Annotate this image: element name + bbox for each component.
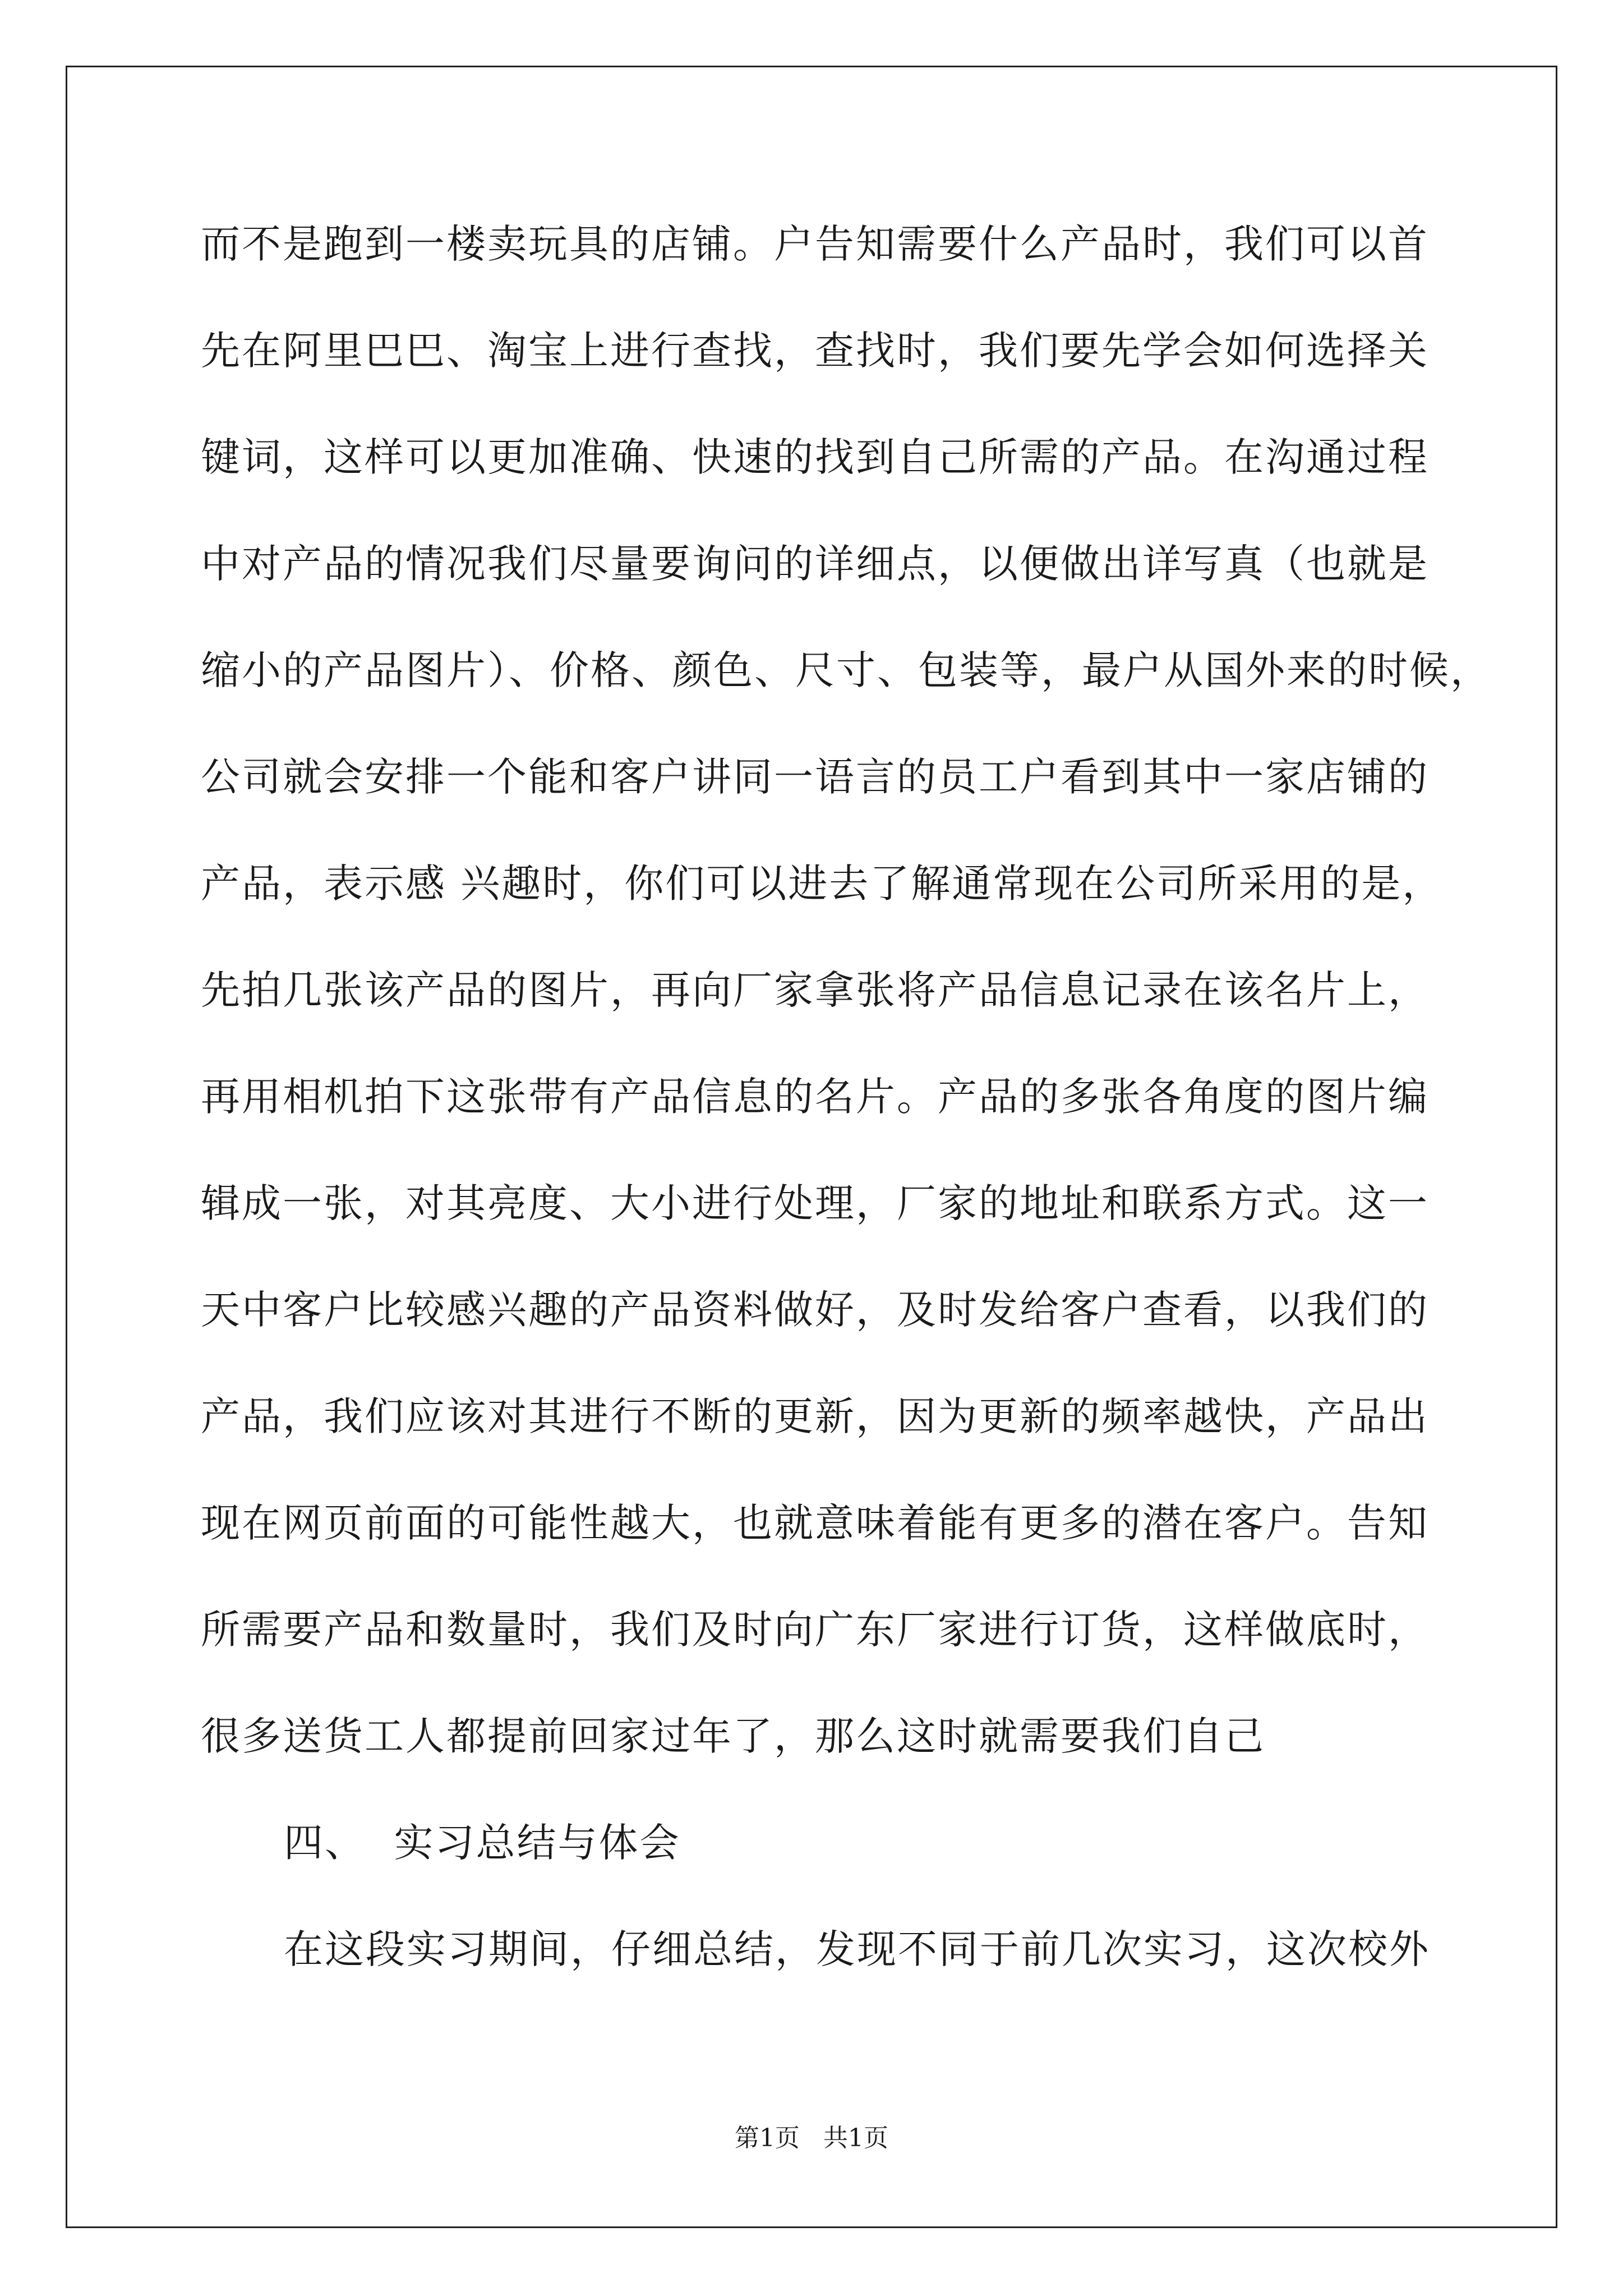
text-line: 先在阿里巴巴、淘宝上进行查找，查找时，我们要先学会如何选择关 bbox=[201, 328, 1429, 374]
text-line: 所需要产品和数量时，我们及时向广东厂家进行订货，这样做底时， bbox=[201, 1607, 1429, 1653]
text-line: 中对产品的情况我们尽量要询问的详细点，以便做出详写真（也就是 bbox=[201, 541, 1429, 587]
page-footer: 第1页 共1页 bbox=[735, 2124, 888, 2152]
text-line: 产品，表示感 兴趣时，你们可以进去了解通常现在公司所采用的是， bbox=[201, 861, 1444, 907]
text-line: 现在网页前面的可能性越大，也就意味着能有更多的潜在客户。告知 bbox=[201, 1500, 1429, 1546]
text-line: 产品，我们应该对其进行不断的更新，因为更新的频率越快，产品出 bbox=[201, 1393, 1429, 1439]
section-heading: 四、 实习总结与体会 bbox=[284, 1820, 681, 1866]
text-line: 公司就会安排一个能和客户讲同一语言的员工户看到其中一家店铺的 bbox=[201, 754, 1429, 800]
text-line: 键词，这样可以更加准确、快速的找到自己所需的产品。在沟通过程 bbox=[201, 434, 1429, 480]
text-line: 而不是跑到一楼卖玩具的店铺。户告知需要什么产品时，我们可以首 bbox=[201, 221, 1429, 267]
document-body bbox=[201, 210, 1491, 2022]
text-line: 先拍几张该产品的图片，再向厂家拿张将产品信息记录在该名片上， bbox=[201, 967, 1429, 1013]
closing-paragraph: 在这段实习期间，仔细总结，发现不同于前几次实习，这次校外 bbox=[284, 1926, 1430, 1972]
text-line: 天中客户比较感兴趣的产品资料做好，及时发给客户查看，以我们的 bbox=[201, 1287, 1429, 1333]
text-line: 很多送货工人都提前回家过年了，那么这时就需要我们自己 bbox=[201, 1713, 1265, 1759]
text-line: 再用相机拍下这张带有产品信息的名片。产品的多张各角度的图片编 bbox=[201, 1074, 1429, 1120]
text-line: 辑成一张，对其亮度、大小进行处理，厂家的地址和联系方式。这一 bbox=[201, 1180, 1429, 1226]
text-line: 缩小的产品图片）、价格、颜色、尺寸、包装等，最户从国外来的时候， bbox=[201, 647, 1491, 693]
